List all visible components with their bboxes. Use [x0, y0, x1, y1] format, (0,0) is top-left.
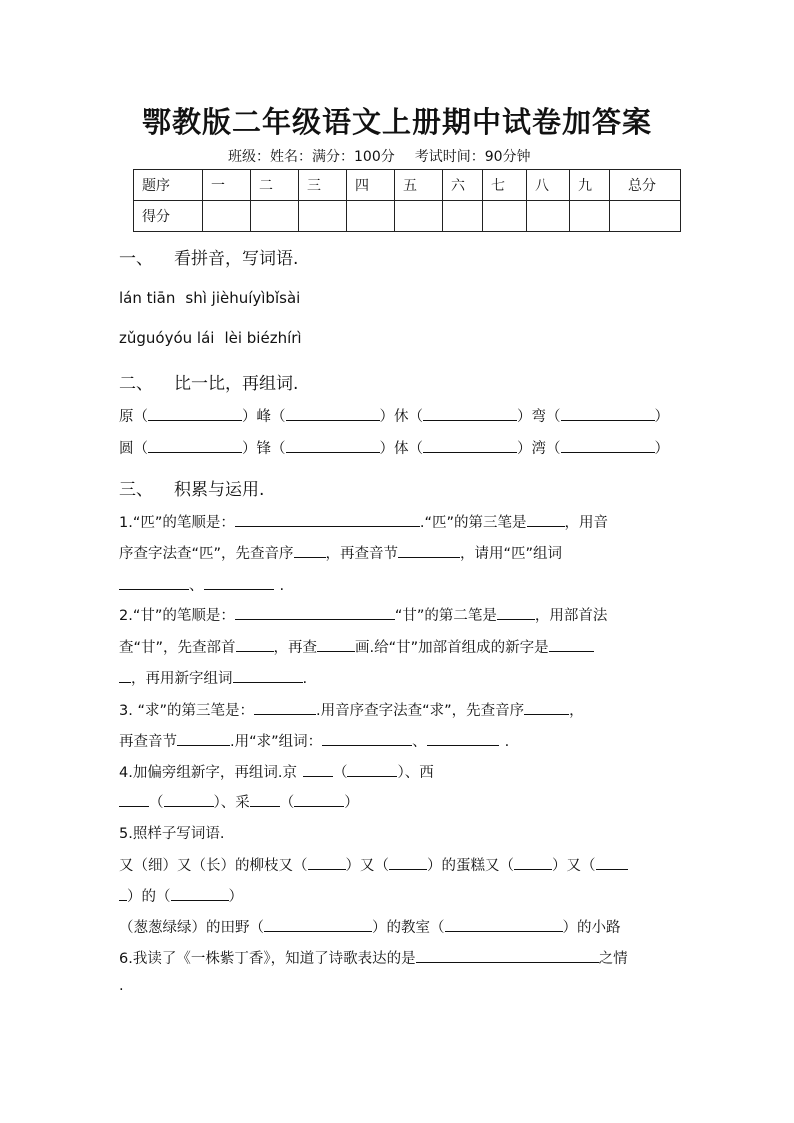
- answer-blank[interactable]: [204, 575, 274, 590]
- pinyin-row-1: [119, 289, 300, 307]
- score-cell[interactable]: [347, 201, 395, 232]
- answer-blank[interactable]: [317, 637, 355, 652]
- answer-blank[interactable]: [119, 575, 189, 590]
- question-text: ）的（: [127, 889, 171, 905]
- question-text: .: [279, 578, 285, 594]
- question-text: ，: [569, 703, 584, 719]
- score-table-score-row: [134, 201, 681, 232]
- score-cell[interactable]: [527, 201, 570, 232]
- question-text: 6.我读了《一株紫丁香》，知道了诗歌表达的是: [119, 951, 416, 967]
- question-text: ，再用新字组词: [131, 671, 233, 687]
- question-text: 、: [189, 578, 204, 594]
- compare-text: ）: [654, 409, 669, 425]
- answer-blank[interactable]: [596, 855, 628, 870]
- answer-blank[interactable]: [286, 438, 380, 453]
- compare-text: ）弯（: [517, 409, 561, 425]
- answer-blank[interactable]: [322, 731, 412, 746]
- section-title: 看拼音，写词语.: [174, 249, 299, 269]
- question-text: ，再查音节: [325, 546, 399, 562]
- answer-blank[interactable]: [514, 855, 552, 870]
- section-title: 比一比，再组词.: [174, 374, 299, 394]
- answer-blank[interactable]: [250, 792, 280, 807]
- answer-blank[interactable]: [423, 406, 517, 421]
- section-number: 二、: [119, 374, 153, 394]
- question-text: ）的教室（: [372, 920, 445, 936]
- score-header-cell: 八: [527, 170, 570, 201]
- compare-text: ）锋（: [242, 441, 286, 457]
- question-text: ）又（: [552, 858, 596, 874]
- answer-blank[interactable]: [254, 700, 316, 715]
- score-cell[interactable]: [610, 201, 681, 232]
- question-3-line-2: [119, 730, 509, 751]
- compare-row-2: [119, 437, 669, 458]
- answer-blank[interactable]: [148, 406, 242, 421]
- section-number: 一、: [119, 249, 153, 269]
- score-cell[interactable]: [395, 201, 443, 232]
- answer-blank[interactable]: [347, 762, 397, 777]
- question-6-line-1: [119, 947, 628, 968]
- score-header-cell: 题序: [134, 170, 203, 201]
- class-name-score-info: 班级：姓名：满分：100分: [228, 149, 395, 165]
- question-6-line-2: .: [119, 978, 124, 994]
- answer-blank[interactable]: [233, 668, 303, 683]
- question-text: 、: [412, 734, 427, 750]
- question-1-line-1: [119, 511, 608, 532]
- score-header-cell: 九: [570, 170, 610, 201]
- question-text: （: [279, 795, 295, 811]
- question-5-line-2: [119, 885, 243, 906]
- question-1-line-2: [119, 542, 562, 563]
- question-4-line-1: [119, 761, 434, 782]
- answer-blank[interactable]: [549, 637, 594, 652]
- question-text: ，请用“匹”组词: [460, 546, 563, 562]
- compare-text: ）: [654, 441, 669, 457]
- question-text: ）: [344, 795, 359, 811]
- answer-blank[interactable]: [164, 792, 214, 807]
- question-text: 1.“匹”的笔顺是：: [119, 515, 235, 531]
- pinyin-item: shì jièhuíyìbǐsài: [185, 289, 301, 307]
- question-text: 之情: [598, 951, 628, 967]
- question-text: “甘”的第二笔是: [394, 608, 497, 624]
- question-text: .“匹”的第三笔是: [419, 515, 527, 531]
- question-2-line-3: [119, 667, 307, 688]
- answer-blank[interactable]: [119, 668, 131, 683]
- answer-blank[interactable]: [148, 438, 242, 453]
- section-2-heading: [119, 369, 298, 394]
- question-text: 2.“甘”的笔顺是：: [119, 608, 235, 624]
- question-text: ）的小路: [562, 920, 621, 936]
- answer-blank[interactable]: [427, 731, 499, 746]
- score-table-header-row: [134, 170, 681, 201]
- score-cell[interactable]: [203, 201, 251, 232]
- section-number: 三、: [119, 480, 153, 500]
- exam-time-info: 考试时间：90分钟: [414, 149, 531, 165]
- exam-info: [228, 146, 531, 166]
- answer-blank[interactable]: [294, 792, 344, 807]
- score-cell[interactable]: [570, 201, 610, 232]
- answer-blank[interactable]: [235, 512, 420, 527]
- score-cell[interactable]: [299, 201, 347, 232]
- question-text: .: [504, 734, 510, 750]
- score-header-cell: 六: [443, 170, 483, 201]
- answer-blank[interactable]: [561, 438, 655, 453]
- pinyin-item: zǔguóyóu lái: [119, 329, 215, 347]
- answer-blank[interactable]: [527, 512, 565, 527]
- pinyin-item: lèi biézhírì: [224, 329, 302, 347]
- section-title: 积累与运用.: [174, 480, 265, 500]
- question-text: 序查字法查“匹”，先查音序: [119, 546, 294, 562]
- answer-blank[interactable]: [235, 605, 395, 620]
- score-header-cell: 二: [251, 170, 299, 201]
- answer-blank[interactable]: [286, 406, 380, 421]
- question-text: 再查音节: [119, 734, 177, 750]
- answer-blank[interactable]: [264, 917, 372, 932]
- compare-text: ）体（: [379, 441, 423, 457]
- question-1-line-3: [119, 574, 284, 595]
- compare-row-1: [119, 405, 669, 426]
- answer-blank[interactable]: [524, 700, 569, 715]
- question-text: .用音序查字法查“求”，先查音序: [315, 703, 525, 719]
- answer-blank[interactable]: [423, 438, 517, 453]
- question-text: ）、西: [397, 765, 434, 781]
- answer-blank[interactable]: [398, 543, 460, 558]
- question-text: ，用音: [564, 515, 608, 531]
- compare-text: 原（: [119, 409, 148, 425]
- pinyin-row-2: [119, 329, 302, 347]
- score-cell[interactable]: [251, 201, 299, 232]
- answer-blank[interactable]: [389, 855, 427, 870]
- compare-text: ）峰（: [242, 409, 286, 425]
- section-1-heading: [119, 244, 298, 269]
- page-title: 鄂教版二年级语文上册期中试卷加答案: [141, 105, 652, 139]
- section-3-heading: [119, 475, 264, 500]
- question-4-line-2: [119, 791, 359, 812]
- score-row-label: 得分: [134, 201, 203, 232]
- answer-blank[interactable]: [119, 792, 149, 807]
- score-cell[interactable]: [443, 201, 483, 232]
- question-5-title: 5.照样子写词语.: [119, 826, 225, 842]
- answer-blank[interactable]: [416, 948, 599, 963]
- question-text: ，再查: [273, 640, 318, 656]
- question-text: ）的蛋糕又（: [427, 858, 514, 874]
- compare-text: 圆（: [119, 441, 148, 457]
- question-3-line-1: [119, 699, 584, 720]
- question-text: 4.加偏旁组新字，再组词.京: [119, 765, 297, 781]
- pinyin-item: lán tiān: [119, 289, 176, 307]
- answer-blank[interactable]: [308, 855, 346, 870]
- compare-text: ）休（: [379, 409, 423, 425]
- answer-blank[interactable]: [497, 605, 535, 620]
- question-text: 3. “求”的第三笔是：: [119, 703, 254, 719]
- compare-text: ）湾（: [517, 441, 561, 457]
- question-text: （葱葱绿绿）的田野（: [119, 920, 264, 936]
- score-table: [133, 169, 681, 232]
- question-text: ）又（: [345, 858, 389, 874]
- question-text: ）: [228, 889, 243, 905]
- answer-blank[interactable]: [561, 406, 655, 421]
- question-text: 画.给“甘”加部首组成的新字是: [355, 640, 549, 656]
- answer-blank[interactable]: [119, 886, 127, 901]
- score-header-cell: 三: [299, 170, 347, 201]
- answer-blank[interactable]: [294, 543, 326, 558]
- question-text: ）、采: [213, 795, 250, 811]
- answer-blank[interactable]: [171, 886, 229, 901]
- score-header-cell: 七: [483, 170, 527, 201]
- question-5-line-3: [119, 916, 621, 937]
- question-text: 又（细）又（长）的柳枝又（: [119, 858, 308, 874]
- question-2-line-1: [119, 604, 607, 625]
- question-text: .: [302, 671, 308, 687]
- question-text: （: [332, 765, 348, 781]
- score-header-cell: 总分: [610, 170, 681, 201]
- answer-blank[interactable]: [177, 731, 230, 746]
- answer-blank[interactable]: [445, 917, 563, 932]
- question-text: .用“求”组词：: [230, 734, 323, 750]
- score-cell[interactable]: [483, 201, 527, 232]
- answer-blank[interactable]: [236, 637, 274, 652]
- question-2-line-2: [119, 636, 594, 657]
- answer-blank[interactable]: [303, 762, 333, 777]
- score-header-cell: 四: [347, 170, 395, 201]
- score-header-cell: 一: [203, 170, 251, 201]
- question-text: ，用部首法: [534, 608, 608, 624]
- question-text: 查“甘”，先查部首: [119, 640, 236, 656]
- question-text: （: [149, 795, 164, 811]
- score-header-cell: 五: [395, 170, 443, 201]
- question-5-line-1: [119, 854, 628, 875]
